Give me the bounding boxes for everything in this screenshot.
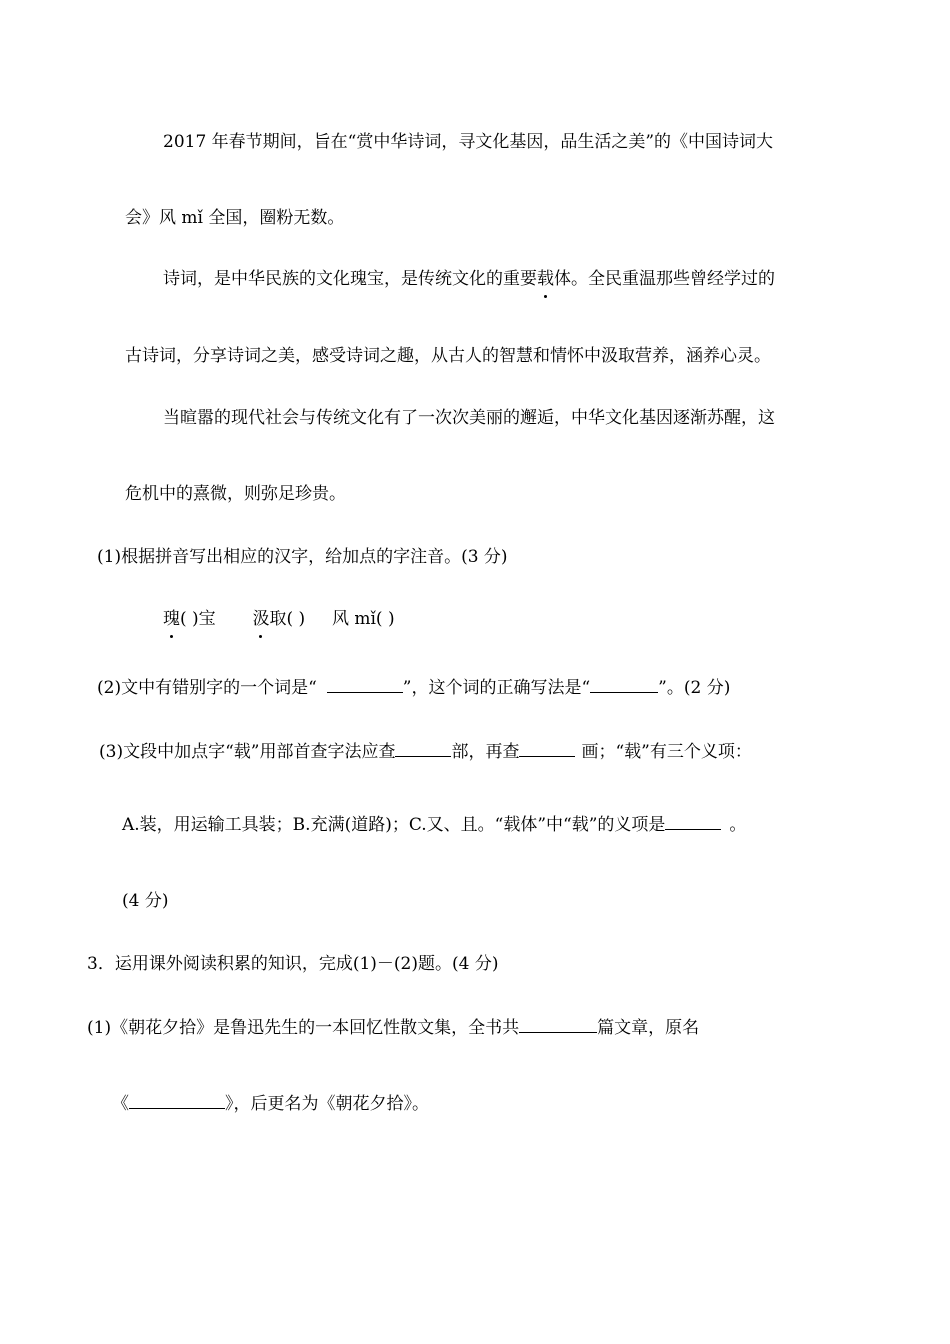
passage-text: 2017 年春节期间，旨在“赏中华诗词，寻文化基因，品生活之美”的《中国诗词大 <box>163 132 774 152</box>
passage-p3-line1 <box>163 406 775 430</box>
question-text: ”，这个词的正确写法是“ <box>402 678 591 698</box>
question-text: (1)《朝花夕拾》是鲁迅先生的一本回忆性散文集，全书共 <box>87 1018 520 1038</box>
passage-text: 古诗词，分享诗词之美，感受诗词之趣，从古人的智慧和情怀中汲取营养，涵养心灵。 <box>125 346 771 366</box>
passage-text: 体。全民重温那些曾经学过的 <box>554 269 775 289</box>
question-text: A.装，用运输工具装；B.充满(道路)；C.又、且。“载体”中“载”的义项是 <box>122 815 666 835</box>
section-heading: 3．运用课外阅读积累的知识，完成(1)－(2)题。(4 分) <box>87 954 499 974</box>
passage-text: 危机中的熹微，则弥足珍贵。 <box>125 484 346 504</box>
question-1-prompt <box>97 545 508 569</box>
answer-blank[interactable] <box>395 740 451 757</box>
passage-text: 诗词，是中华民族的文化瑰宝，是传统文化的重要 <box>163 269 537 289</box>
answer-slot: 风 mǐ( ) <box>331 609 395 629</box>
passage-p3-line2 <box>125 482 346 506</box>
answer-blank[interactable] <box>519 740 575 757</box>
question-text: ”。(2 分) <box>658 678 731 698</box>
answer-blank[interactable] <box>519 1016 597 1033</box>
question-text: 《 <box>112 1094 129 1114</box>
question-text: 》，后更名为《朝花夕拾》。 <box>225 1094 429 1114</box>
question-2 <box>97 676 730 700</box>
passage-text: 当暄嚣的现代社会与传统文化有了一次次美丽的邂逅，中华文化基因逐渐苏醒，这 <box>163 408 775 428</box>
question-3-line1 <box>99 740 752 764</box>
section-3-q1-line1 <box>87 1016 699 1040</box>
passage-p1-line1 <box>163 130 773 154</box>
emphasis-dot-char: 载 <box>537 269 554 289</box>
emphasis-dot-char: 瑰 <box>163 609 180 629</box>
question-text: (2)文中有错别字的一个词是“ <box>97 678 317 698</box>
question-text: 篇文章，原名 <box>597 1018 700 1038</box>
section-3-q1-line2 <box>112 1092 429 1116</box>
answer-blank[interactable] <box>129 1092 225 1109</box>
question-text: 画；“载”有三个义项： <box>581 742 752 762</box>
passage-text: 会》风 mǐ 全国，圈粉无数。 <box>125 208 345 228</box>
answer-slot: 取( ) <box>269 609 306 629</box>
passage-p2-line1 <box>163 267 775 291</box>
answer-blank[interactable] <box>327 676 403 693</box>
passage-p2-line2 <box>125 344 771 368</box>
question-3-line3 <box>122 889 168 913</box>
emphasis-dot-char: 汲 <box>252 609 270 629</box>
question-text: 部，再查 <box>451 742 520 762</box>
passage-p1-line2 <box>125 206 344 230</box>
question-3-line2 <box>122 813 746 837</box>
section-3-heading <box>87 952 498 976</box>
answer-blank[interactable] <box>665 813 721 830</box>
answer-slot: ( )宝 <box>180 609 216 629</box>
question-text: (1)根据拼音写出相应的汉字，给加点的字注音。(3 分) <box>97 547 508 567</box>
question-text: (3)文段中加点字“载”用部首查字法应查 <box>99 742 396 762</box>
question-text: 。 <box>729 815 747 835</box>
question-1-items <box>163 607 395 631</box>
question-text: (4 分) <box>122 891 169 911</box>
answer-blank[interactable] <box>590 676 658 693</box>
